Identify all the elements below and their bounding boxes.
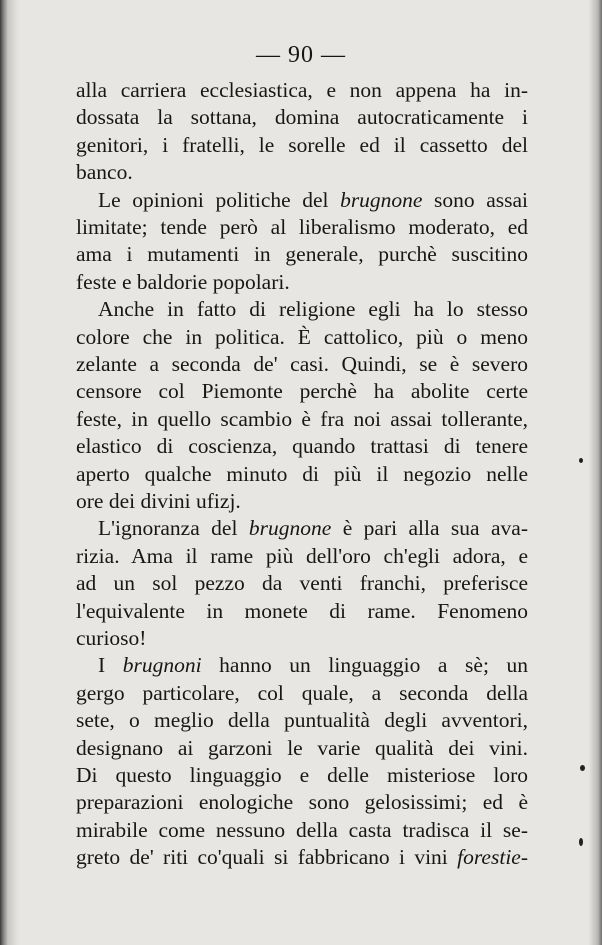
ink-speck <box>579 458 583 463</box>
italic-word: forestie- <box>457 845 528 870</box>
text-run: ore dei divini ufizj. <box>76 489 241 513</box>
text-line <box>76 816 528 844</box>
text-run: censore col Piemonte perchè ha abolite certe <box>76 379 528 404</box>
ink-speck <box>580 765 585 771</box>
text-line <box>76 131 528 159</box>
text-run: gergo particolare, col quale, a seconda della <box>76 680 528 705</box>
text-line <box>76 323 528 351</box>
text-line <box>76 432 528 460</box>
text-line <box>76 706 528 734</box>
text-run: elastico di coscienza, quando trattasi di tenere <box>76 434 528 459</box>
page-right-edge <box>588 0 602 945</box>
text-line <box>76 158 528 186</box>
text-run: Anche in fatto di religione egli ha lo stesso <box>98 297 528 322</box>
text-run: genitori, i fratelli, le sorelle ed il cassetto del <box>76 132 528 157</box>
text-run: ama i mutamenti in generale, purchè suscitino <box>76 242 528 267</box>
text-line <box>76 761 528 789</box>
text-run: Le opinioni politiche del <box>98 187 341 212</box>
text-run: rizia. Ama il rame più dell'oro ch'egli adora, e <box>76 543 528 568</box>
text-run: mirabile come nessuno della casta tradisca il se- <box>76 817 528 842</box>
text-line <box>76 103 528 131</box>
italic-word: brugnoni <box>122 653 202 678</box>
text-run: dossata la sottana, domina autocraticamente i <box>76 105 528 130</box>
text-run: ad un sol pezzo da venti franchi, preferisce <box>76 571 528 596</box>
text-line <box>76 460 528 488</box>
text-line <box>76 76 528 104</box>
text-run: banco. <box>76 160 133 185</box>
text-line <box>76 405 528 433</box>
text-line <box>76 487 528 515</box>
text-run: è pari alla sua ava- <box>331 516 528 541</box>
text-run: feste, in quello scambio è fra noi assai tollerante, <box>76 406 528 431</box>
text-line <box>76 213 528 241</box>
text-line <box>76 295 528 323</box>
text-run: Di questo linguaggio e delle misteriose loro <box>76 763 528 787</box>
text-line <box>76 240 528 268</box>
text-run: limitate; tende però al liberalismo moderato, ed <box>76 215 528 239</box>
text-run: L'ignoranza del <box>98 516 249 541</box>
text-run: sete, o meglio della puntualità degli avventori, <box>76 708 528 733</box>
text-run: greto de' riti co'quali si fabbricano i vini <box>76 845 458 870</box>
text-line <box>76 514 528 542</box>
text-run: l'equivalente in monete di rame. Fenomeno <box>76 598 528 623</box>
text-line <box>76 542 528 570</box>
text-run: I <box>98 653 123 678</box>
text-run: alla carriera ecclesiastica, e non appena ha in- <box>76 78 528 102</box>
text-run: curioso! <box>76 626 147 650</box>
text-run: preparazioni enologiche sono gelosissimi; ed è <box>76 790 528 815</box>
text-line <box>76 843 528 871</box>
text-line <box>76 569 528 597</box>
text-run: sono assai <box>422 187 528 212</box>
text-run: colore che in politica. È cattolico, più o meno <box>76 324 528 349</box>
page-left-edge <box>0 0 20 945</box>
text-run: aperto qualche minuto di più il negozio nelle <box>76 461 528 486</box>
text-run: designano ai garzoni le varie qualità dei vini. <box>76 735 528 760</box>
italic-word: brugnone <box>340 187 423 212</box>
text-line <box>76 734 528 762</box>
text-run: zelante a seconda de' casi. Quindi, se è severo <box>76 352 528 376</box>
text-line <box>76 268 528 296</box>
text-line <box>76 651 528 679</box>
text-line <box>76 350 528 378</box>
ink-speck <box>579 838 583 846</box>
text-line <box>76 679 528 707</box>
text-run: hanno un linguaggio a sè; un <box>201 653 528 678</box>
text-line <box>76 624 528 652</box>
text-line <box>76 186 528 214</box>
text-run: feste e baldorie popolari. <box>76 269 290 294</box>
text-line <box>76 597 528 625</box>
italic-word: brugnone <box>248 516 332 541</box>
page-number: — 90 — <box>256 42 346 68</box>
text-line <box>76 377 528 405</box>
text-line <box>76 788 528 816</box>
